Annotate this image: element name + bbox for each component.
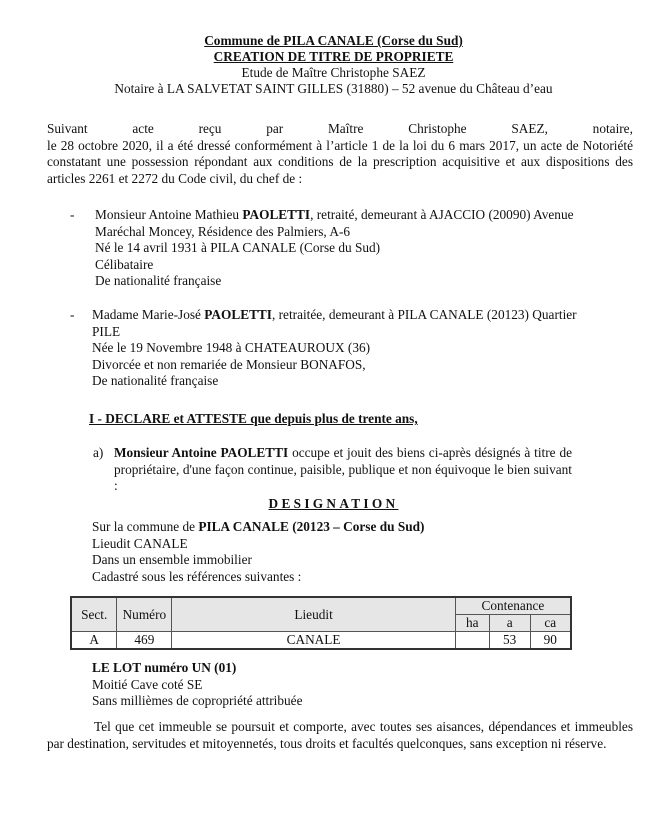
person-details: , retraitée, demeurant à PILA CANALE (20123) Quartier [271,307,577,322]
commune-name: PILA CANALE (20123 – Corse du Sud) [198,519,425,534]
person-birth: Né le 14 avril 1931 à PILA CANALE (Corse du Sud) [95,240,381,255]
list-dash: - [70,307,75,322]
designation-details [92,519,424,585]
intro-paragraph [47,121,633,187]
cell-ca: 90 [530,632,571,650]
designation-commune [92,519,424,536]
notaire-address: Notaire à LA SALVETAT SAINT GILLES (31880) – 52 avenue du Château d’eau [114,81,553,96]
intro-text: le 28 octobre 2020, il a été dressé conformément à l’article 1 de la loi du 6 mars 2017, un acte de Notoriété constatant une possession répondant aux conditions de la prescription acquisitive et aux dispositions des articles 2261 et 2272 du Code civil, du chef de : [47,137,633,186]
item-a-paragraph [114,445,572,495]
list-dash: - [70,207,75,222]
column-header-a: a [489,615,530,632]
person-entry [92,307,592,390]
column-header-ha: ha [455,615,489,632]
commune-prefix: Sur la commune de [92,519,199,534]
column-header-contenance: Contenance [455,597,571,615]
cell-a: 53 [489,632,530,650]
document-title: CREATION DE TITRE DE PROPRIETE [213,49,454,64]
cell-numero: 469 [117,632,172,650]
cell-lieudit: CANALE [172,632,455,650]
person-surname: PAOLETTI [242,207,311,222]
column-header-numero: Numéro [117,597,172,632]
section-heading: I - DECLARE et ATTESTE que depuis plus de trente ans, [89,411,418,426]
person-marital-status: Divorcée et non remariée de Monsieur BONAFOS, [92,356,366,372]
cadastre-table [70,596,572,650]
person-address: Maréchal Moncey, Résidence des Palmiers, A-6 [95,223,351,239]
cell-ha [455,632,489,650]
intro-word: notaire, [592,121,633,136]
column-header-sect: Sect. [71,597,117,632]
intro-word: par [266,121,284,136]
person-address: PILE [92,323,121,339]
person-birth: Née le 19 Novembre 1948 à CHATEAUROUX (36) [92,340,371,355]
intro-word: reçu [198,121,222,136]
designation-lieudit: Lieudit CANALE [92,535,188,551]
item-a-text: occupe et jouit des biens ci-après désignés à titre de propriétaire, d'une façon continue, paisible, publique et non équivoque le bien suivant : [114,445,572,493]
lot-description: Moitié Cave coté SE [92,676,203,692]
person-entry [95,207,595,290]
intro-first-line [47,121,633,138]
intro-word: Suivant [47,121,88,136]
column-header-lieudit: Lieudit [172,597,455,632]
intro-word: acte [132,121,154,136]
person-nationality: De nationalité française [92,373,219,388]
intro-word: Christophe [408,121,467,136]
designation-ensemble: Dans un ensemble immobilier [92,552,252,567]
etude-line: Etude de Maître Christophe SAEZ [241,65,426,80]
designation-cadastre-intro: Cadastré sous les références suivantes : [92,568,302,584]
person-intro-line [95,207,595,224]
table-header-row [71,597,571,615]
person-marital-status: Célibataire [95,256,154,272]
lot-title: LE LOT numéro UN (01) [92,660,237,675]
intro-word: Maître [327,121,364,136]
closing-text: Tel que cet immeuble se poursuit et comporte, avec toutes ses aisances, dépendances et immeubles par destination, servitudes et mitoyennetés, tous droits et facultés quelconques, sans exception ni réserve. [47,719,633,751]
person-nationality: De nationalité française [95,273,222,288]
table-row [71,632,571,650]
lot-millièmes: Sans millièmes de copropriété attribuée [92,693,303,708]
person-details: , retraité, demeurant à AJACCIO (20090) Avenue [310,207,574,222]
lot-block [92,660,302,710]
commune-heading: Commune de PILA CANALE (Corse du Sud) [204,33,463,48]
person-prefix: Monsieur Antoine Mathieu [95,207,243,222]
closing-paragraph [47,719,633,752]
person-surname: PAOLETTI [204,307,272,322]
column-header-ca: ca [530,615,571,632]
intro-word: SAEZ, [511,121,548,136]
person-intro-line [92,307,592,324]
designation-heading: DESIGNATION [268,496,399,511]
person-prefix: Madame Marie-José [92,307,205,322]
item-a-owner: Monsieur Antoine PAOLETTI [114,445,289,460]
cell-sect: A [71,632,117,650]
item-label: a) [93,445,104,460]
